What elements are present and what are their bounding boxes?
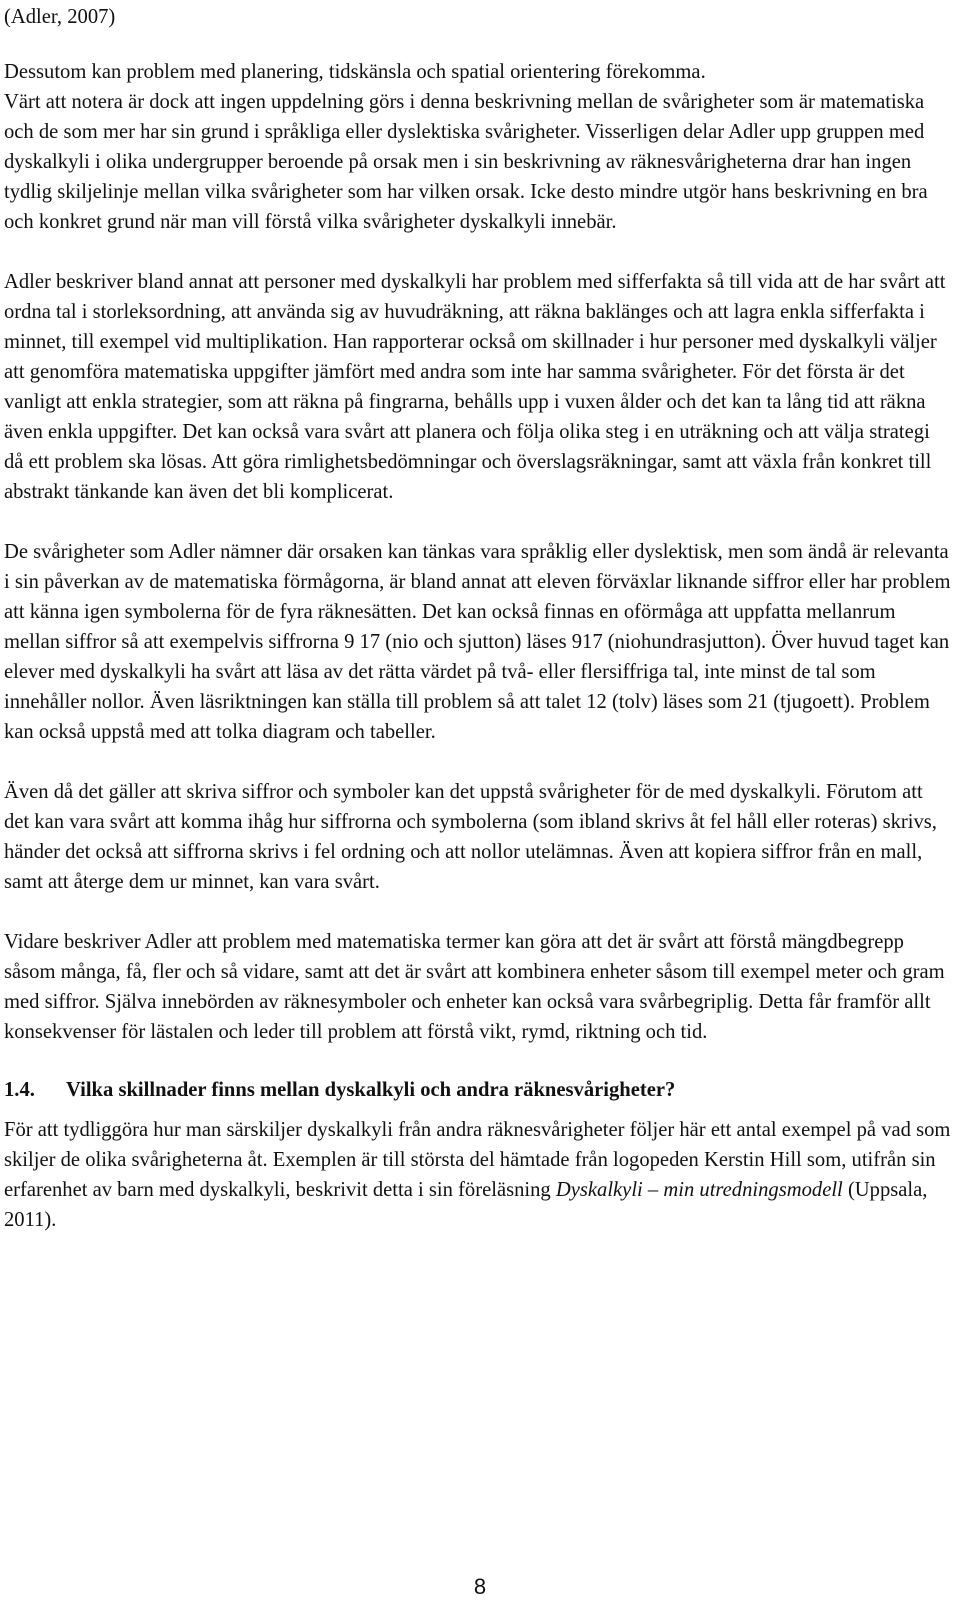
document-page (4, 0, 952, 1235)
final-paragraph-text: För att tydliggöra hur man särskiljer dyskalkyli från andra räknesvårigheter följer här ett antal exempel på vad som skiljer de olika svårigheterna åt. Exemplen är till största del hämtade från logopeden Kerstin Hill som, utifrån sin erfarenhet av barn med dyskalkyli, beskrivit detta i sin föreläsning (4, 1119, 951, 1201)
paragraph-2: Värt att notera är dock att ingen uppdelning görs i denna beskrivning mellan de svårigheter som är matematiska och de som mer har sin grund i språkliga eller dyslektiska svårigheter. Visserligen delar Adler upp gruppen med dyskalkyli i olika undergrupper beroende på orsak men i sin beskrivning av räknesvårigheterna drar han ingen tydlig skiljelinje mellan vilka svårigheter som har vilken orsak. Icke desto mindre utgör hans beskrivning en bra och konkret grund när man vill förstå vilka svårigheter dyskalkyli innebär. (4, 91, 928, 233)
section-heading (4, 1075, 952, 1105)
page-number: 8 (473, 1574, 487, 1599)
final-paragraph (4, 1115, 952, 1235)
final-paragraph-suffix: (Uppsala, 2011). (4, 1179, 928, 1231)
paragraph-1: Dessutom kan problem med planering, tidskänsla och spatial orientering förekomma. (4, 61, 706, 83)
section-number: 1.4. (4, 1079, 35, 1101)
paragraph-5: Även då det gäller att skriva siffror och symboler kan det uppstå svårigheter för de med dyskalkyli. Förutom att det kan vara svårt att komma ihåg hur siffrorna och symbolerna (som ibland skrivs åt fel håll eller roteras) skrivs, händer det också att siffrorna skrivs i fel ordning och att nollor utelämnas. Även att kopiera siffror från en mall, samt att återge dem ur minnet, kan vara svårt. (4, 781, 937, 893)
section-title: Vilka skillnader finns mellan dyskalkyli och andra räknesvårigheter? (66, 1079, 676, 1101)
paragraph-4: De svårigheter som Adler nämner där orsaken kan tänkas vara språklig eller dyslektisk, men som ändå är relevanta i sin påverkan av de matematiska förmågorna, är bland annat att eleven förväxlar liknande siffror eller har problem att känna igen symbolerna för de fyra räknesätten. Det kan också finnas en oförmåga att uppfatta mellanrum mellan siffror så att exempelvis siffrorna 9 17 (nio och sjutton) läses 917 (niohundrasjutton). Över huvud taget kan elever med dyskalkyli ha svårt att läsa av det rätta värdet på två- eller flersiffriga tal, inte minst de tal som innehåller nollor. Även läsriktningen kan ställa till problem så att talet 12 (tolv) läses som 21 (tjugoett). Problem kan också uppstå med att tolka diagram och tabeller. (4, 541, 951, 743)
paragraph-3: Adler beskriver bland annat att personer med dyskalkyli har problem med sifferfakta så till vida att de har svårt att ordna tal i storleksordning, att använda sig av huvudräkning, att räkna baklänges och att lagra enkla sifferfakta i minnet, till exempel vid multiplikation. Han rapporterar också om skillnader i hur personer med dyskalkyli väljer att genomföra matematiska uppgifter jämfört med andra som inte har samma svårigheter. För det första är det vanligt att enkla strategier, som att räkna på fingrarna, behålls upp i vuxen ålder och det kan ta lång tid att räkna även enkla uppgifter. Det kan också vara svårt att planera och följa olika steg i en uträkning och att välja strategi då ett problem ska lösas. Att göra rimlighetsbedömningar och överslagsräkningar, samt att växla från konkret till abstrakt tänkande kan även det bli komplicerat. (4, 271, 946, 503)
lecture-title: Dyskalkyli – min utredningsmodell (555, 1179, 843, 1201)
paragraph-6: Vidare beskriver Adler att problem med matematiska termer kan göra att det är svårt att förstå mängdbegrepp såsom många, få, fler och så vidare, samt att det är svårt att kombinera enheter såsom till exempel meter och gram med siffror. Själva innebörden av räknesymboler och enheter kan också vara svårbegriplig. Detta får framför allt konsekvenser för lästalen och leder till problem att förstå vikt, rymd, riktning och tid. (4, 931, 945, 1043)
citation: (Adler, 2007) (4, 6, 116, 28)
